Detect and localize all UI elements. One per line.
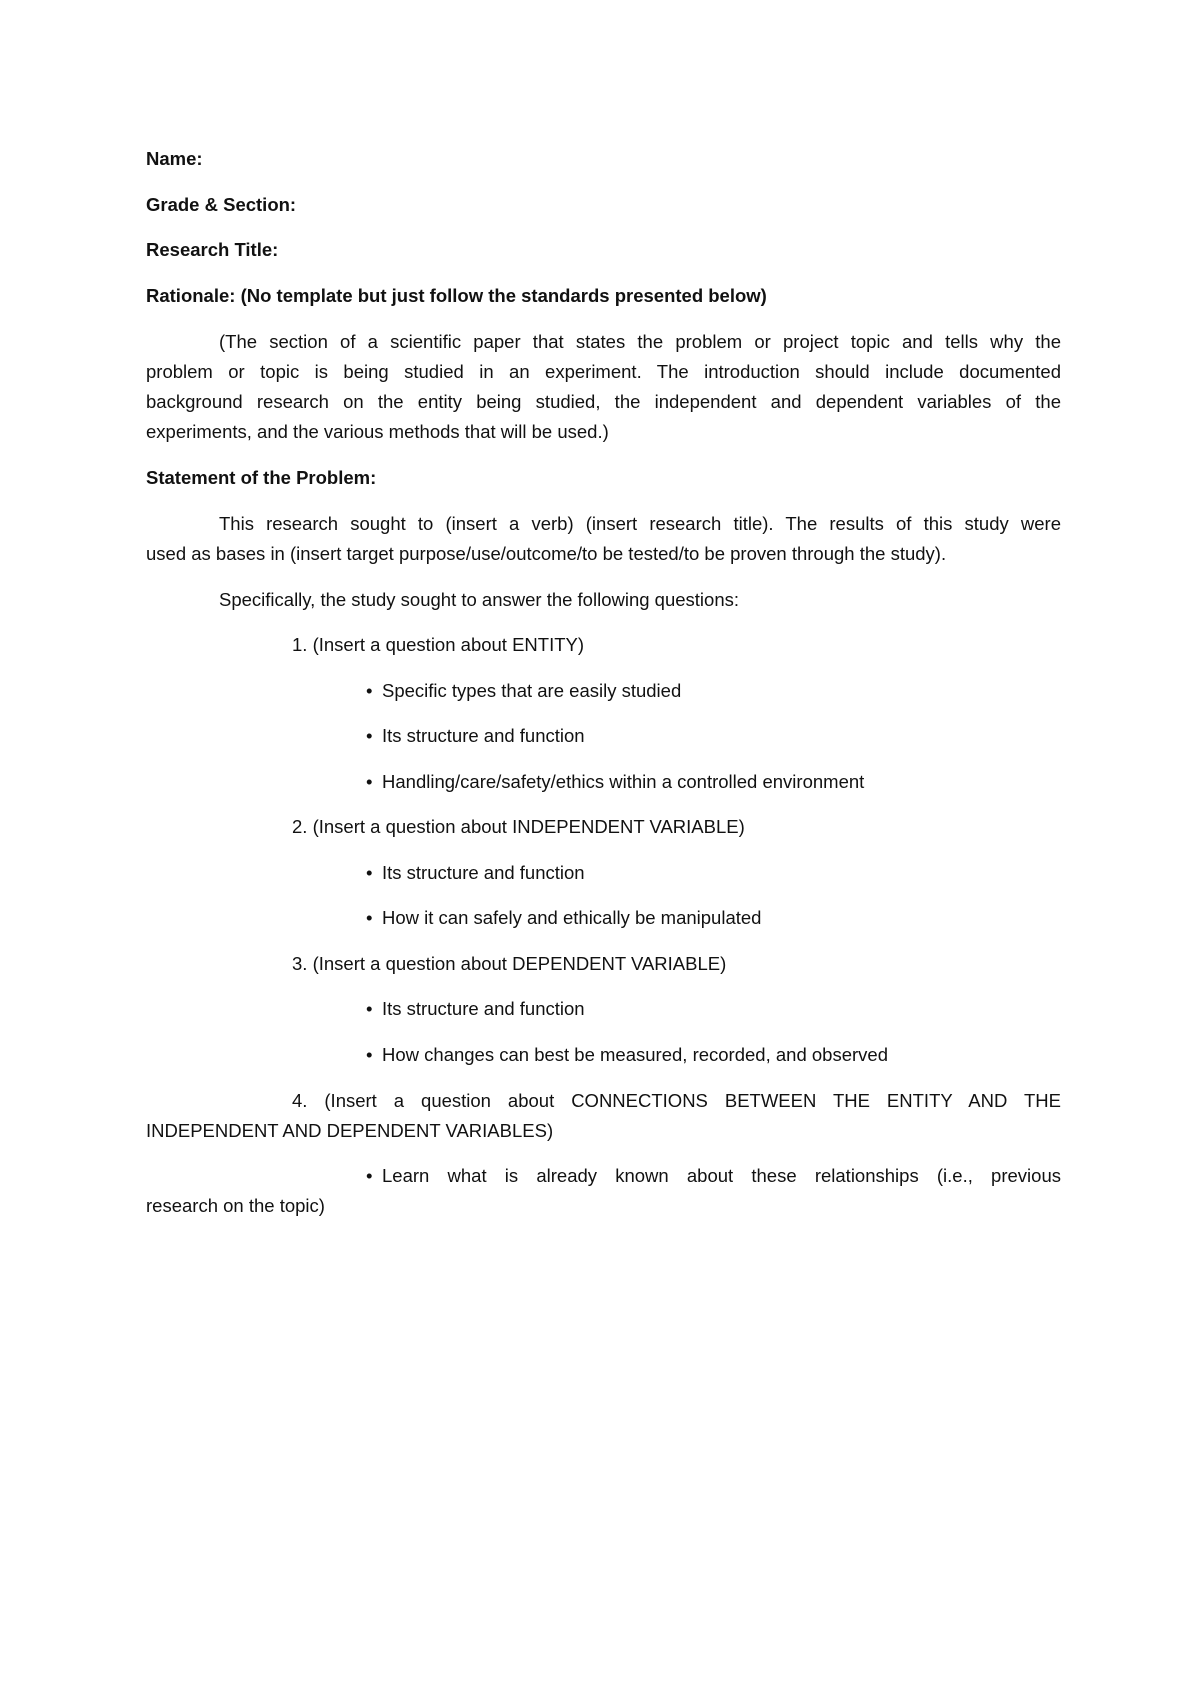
bullet-icon: • <box>366 1044 373 1065</box>
statement-line-2: used as bases in (insert target purpose/use/outcome/to be tested/to be proven through the study). <box>146 543 947 564</box>
statement-heading: Statement of the Problem: <box>146 467 377 488</box>
bullet-icon: • <box>366 907 373 928</box>
list-item: • Its structure and function <box>366 994 1061 1024</box>
list-item: • Specific types that are easily studied <box>366 676 1061 706</box>
grade-section-label: Grade & Section: <box>146 194 297 215</box>
question-1: 1. (Insert a question about ENTITY) <box>292 634 585 655</box>
list-item: • How it can safely and ethically be manipulated <box>366 903 1061 933</box>
rationale-line-1: (The section of a scientific paper that states the problem or project topic and tells why the <box>219 331 1061 352</box>
specific-questions-intro: Specifically, the study sought to answer the following questions: <box>219 589 740 610</box>
list-item: • How changes can best be measured, recorded, and observed <box>366 1040 1061 1070</box>
statement-line-1: This research sought to (insert a verb) (insert research title). The results of this study were <box>219 513 1061 534</box>
list-item: • Its structure and function <box>366 721 1061 751</box>
bullet-icon: • <box>366 998 373 1019</box>
question-4-line-2: INDEPENDENT AND DEPENDENT VARIABLES) <box>146 1120 554 1141</box>
rationale-line-3: background research on the entity being studied, the independent and dependent variables of the <box>146 391 1061 412</box>
list-item-continuation: research on the topic) <box>146 1195 325 1216</box>
name-label: Name: <box>146 148 203 169</box>
bullet-icon: • <box>366 1165 373 1186</box>
research-title-label: Research Title: <box>146 239 279 260</box>
question-2: 2. (Insert a question about INDEPENDENT VARIABLE) <box>292 816 745 837</box>
bullet-icon: • <box>366 862 373 883</box>
question-4-line-1: 4. (Insert a question about CONNECTIONS BETWEEN THE ENTITY AND THE <box>292 1090 1061 1111</box>
list-item: • Its structure and function <box>366 858 1061 888</box>
rationale-line-2: problem or topic is being studied in an experiment. The introduction should include documented <box>146 361 1061 382</box>
bullet-icon: • <box>366 771 373 792</box>
list-item: • Learn what is already known about these relationships (i.e., previous <box>366 1161 1061 1191</box>
bullet-icon: • <box>366 680 373 701</box>
rationale-heading: Rationale: (No template but just follow the standards presented below) <box>146 285 767 306</box>
rationale-line-4: experiments, and the various methods that will be used.) <box>146 421 609 442</box>
bullet-icon: • <box>366 725 373 746</box>
list-item: • Handling/care/safety/ethics within a controlled environment <box>366 767 1061 797</box>
question-3: 3. (Insert a question about DEPENDENT VARIABLE) <box>292 953 727 974</box>
